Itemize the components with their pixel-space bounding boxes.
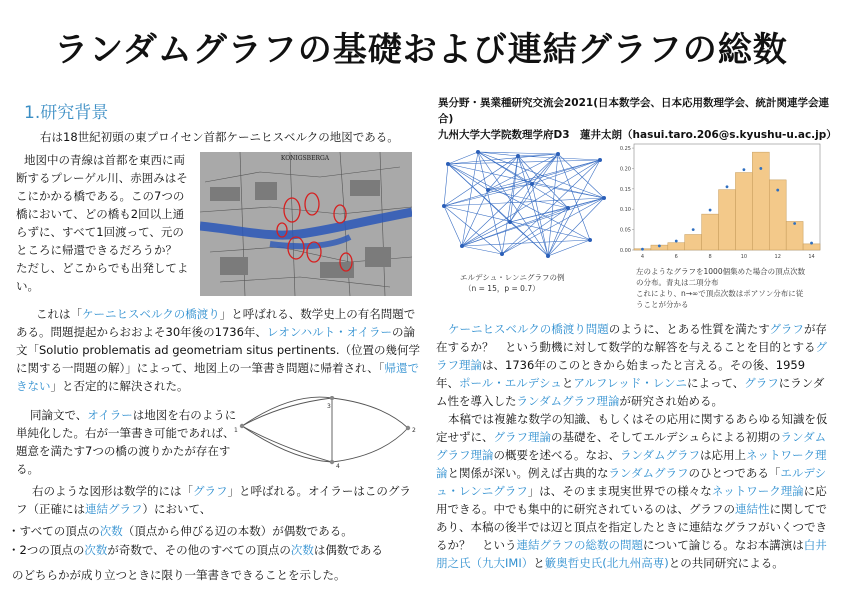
vertex-label: 1 [234, 427, 238, 434]
y-tick-label: 0.20 [619, 166, 631, 173]
section-heading: 1.研究背景 [24, 103, 109, 123]
term-random-graph-theory: ランダムグラフ理論 [516, 394, 620, 408]
binomial-point [675, 240, 678, 243]
page-title: ランダムグラフの基礎および連結グラフの総数 [54, 30, 788, 70]
intro-text: 右は18世紀初頭の東プロイセン首都ケーニヒスベルクの地図である。 [40, 130, 399, 144]
map-description-line: 地図中の青線は首都を東西に両 [24, 153, 185, 167]
histogram-caption-line: うことが分かる [636, 300, 689, 309]
map-description-line: ただし、どこからでも出発してよ [16, 261, 189, 275]
x-tick-label: 8 [708, 254, 712, 260]
term-cannot-return: 帰還できない [16, 361, 419, 393]
term-connected-graph: 連結グラフ [85, 502, 143, 516]
map-label: KONIGSBERGA [280, 155, 330, 162]
map-description-line: こにかかる橋である。この7つの [16, 189, 185, 203]
histogram-bar [735, 173, 752, 250]
graph-edge [462, 222, 510, 246]
term-graph: グラフ [193, 484, 228, 498]
graph-vertex [546, 254, 550, 258]
graph-vertex [460, 244, 464, 248]
graph-edge [510, 222, 548, 256]
graph-edge [488, 160, 600, 190]
binomial-point [709, 209, 712, 212]
graph-vertex [486, 188, 490, 192]
graph-edge [444, 206, 502, 254]
x-tick-label: 4 [640, 254, 645, 260]
graph-vertex [556, 152, 560, 156]
y-tick-label: 0.00 [619, 248, 631, 254]
binomial-point [759, 167, 762, 170]
histogram-bar [752, 152, 769, 250]
graph-vertex [442, 204, 446, 208]
binomial-point [726, 185, 729, 188]
histogram-caption-line: これにより、n→∞で頂点次数はポアソン分布に従 [636, 289, 804, 298]
graph-edge [488, 190, 568, 208]
condition-even: ・すべての頂点の次数（頂点から伸びる辺の本数）が偶数である。 [8, 524, 353, 538]
map-description-line: 断するプレーゲル川、赤囲みはそ [16, 171, 188, 185]
histogram-bar [719, 190, 736, 250]
graph-edge [502, 160, 600, 254]
map-description-line: 橋において、どの橋も2回以上通 [16, 207, 185, 221]
x-tick-label: 14 [808, 254, 815, 260]
map-description [16, 151, 202, 295]
vertex-label: 2 [412, 427, 416, 434]
term-renyi: アルフレッド・レンニ [573, 376, 687, 390]
map-description-line: い。 [16, 279, 39, 293]
vertex-label: 4 [336, 463, 340, 470]
konigsberg-map [200, 152, 412, 296]
y-tick-label: 0.05 [619, 227, 631, 234]
graph-vertex [566, 206, 570, 210]
term-bridge-problem: ケーニヒスベルクの橋渡り問題 [448, 322, 609, 336]
term-euler: レオンハルト・オイラー [266, 325, 393, 339]
binomial-point [743, 168, 746, 171]
graph-edge [444, 164, 448, 206]
paragraph-konigsberg: これは「ケーニヒスベルクの橋渡り」と呼ばれる、数学史上の有名問題である。問題提起からおおよそ30年後の1736年、レオンハルト・オイラーの論文「Solutio problematis ad geometriam situs pertinents.（位置の幾何学に関する一問題の解）」によって、地図上の一筆書き問題に帰着され、「帰還できない」と否定的に解決された。 [16, 307, 420, 393]
histogram-bar [786, 221, 803, 250]
histogram-caption-line: 左のようなグラフを1000個集めた場合の頂点次数 [636, 267, 806, 276]
binomial-point [810, 242, 813, 245]
paragraph-euler-simplify: 同論文で、オイラーは地図を右のように単純化した。右が一筆書き可能であれば、題意を満たす7つの橋の渡りかたが存在する。 [16, 408, 237, 476]
graph-edge [462, 154, 558, 246]
histogram-bar [685, 235, 702, 250]
binomial-point [658, 245, 661, 248]
histogram-bar [803, 244, 820, 250]
binomial-point [793, 222, 796, 225]
histogram-bar [702, 214, 719, 250]
y-tick-label: 0.10 [619, 207, 631, 214]
graph-vertex [476, 150, 480, 154]
graph-vertex [530, 182, 534, 186]
graph-edge [548, 198, 604, 256]
histogram-bar [668, 243, 685, 250]
condition-odd: ・2つの頂点の次数が奇数で、その他のすべての頂点の次数は偶数である [8, 543, 383, 557]
x-tick-label: 12 [774, 254, 781, 260]
paragraph-graph-definition: 右のような図形は数学的には「グラフ」と呼ばれる。オイラーはこのグラフ（正確には連結グラフ）において、 [16, 484, 411, 516]
map-description-line: らずに、すべて1回渡って、元の [16, 225, 184, 239]
term-konigsberg: ケーニヒスベルクの橋渡り [82, 307, 220, 321]
affiliation-block [438, 95, 842, 143]
graph-edge [444, 206, 462, 246]
binomial-point [692, 228, 695, 231]
term-euler-2: オイラー [87, 408, 133, 422]
y-tick-label: 0.15 [619, 186, 631, 193]
paragraph-overview: 本稿では複雑な数学の知識、もしくはその応用に関するあらゆる知識を仮定せずに、グラフ理論の基礎を、そしてエルデシュらによる初期のランダムグラフ理論の概要を述べる。なお、ランダムグラフは応用上ネットワーク理論と関係が深い。例えば古典的なランダムグラフのひとつである「エルデシュ・レンニグラフ」は、そのまま現実世界での様々なネットワーク理論に応用できる。中でも集中的に研究されているのは、グラフの連結性に関してであり、本稿の後半では辺と頂点を指定したときに連結なグラフがいくつできるか？ という連結グラフの総数の問題について論じる。なお本講演は白井朋之氏（九大IMI）と籔奥哲史氏(北九州高専)との共同研究による。 [436, 412, 828, 570]
graph-caption: エルデシュ・レンニグラフの例 （n = 15，p = 0.7） [460, 273, 565, 293]
graph-edge [488, 184, 532, 190]
paragraph-graph-theory: ケーニヒスベルクの橋渡り問題のように、とある性質を満たすグラフが存在するか？ という動機に対して数学的な解答を与えることを目的とするグラフ理論は、1736年のこのときから始まったと言える。その後、1959年、ポール・エルデシュとアルフレッド・レンニによって、グラフにランダム性を導入したランダムグラフ理論が研究され始める。 [436, 322, 827, 408]
random-graph [440, 150, 610, 260]
y-tick-label: 0.25 [619, 146, 631, 153]
graph-edge [444, 184, 532, 206]
conference-line: 異分野・異業種研究交流会2021(日本数学会、日本応用数理学会、統計関連学会連合) [438, 97, 830, 125]
graph-vertex [508, 220, 512, 224]
histogram-caption-line: の分布。青丸は二項分布 [636, 278, 719, 287]
binomial-point [776, 189, 779, 192]
graph-edge [448, 164, 604, 198]
binomial-point [641, 248, 644, 251]
degree-histogram [606, 138, 828, 260]
map-description-line: ところに帰還できるだろうか？ [16, 243, 177, 257]
author-line: 九州大学大学院数理学府D3 蓮井太朗（hasui.taro.206@s.kyushu-u.ac.jp） [438, 129, 837, 141]
histogram-caption [636, 266, 836, 310]
map-drawing [200, 152, 412, 296]
closing-text: のどちらかが成り立つときに限り一筆書きできることを示した。 [12, 568, 346, 582]
euler-graph [232, 396, 432, 476]
graph-vertex [598, 158, 602, 162]
x-tick-label: 6 [674, 254, 678, 260]
graph-vertex [516, 154, 520, 158]
x-tick-label: 10 [740, 254, 748, 260]
vertex-label: 3 [327, 403, 331, 410]
graph-edge [462, 246, 502, 254]
graph-edge [448, 152, 478, 164]
graph-edge [548, 240, 590, 256]
graph-vertex [446, 162, 450, 166]
graph-vertex [500, 252, 504, 256]
term-erdos: ポール・エルデシュ [459, 376, 562, 390]
graph-vertex [588, 238, 592, 242]
